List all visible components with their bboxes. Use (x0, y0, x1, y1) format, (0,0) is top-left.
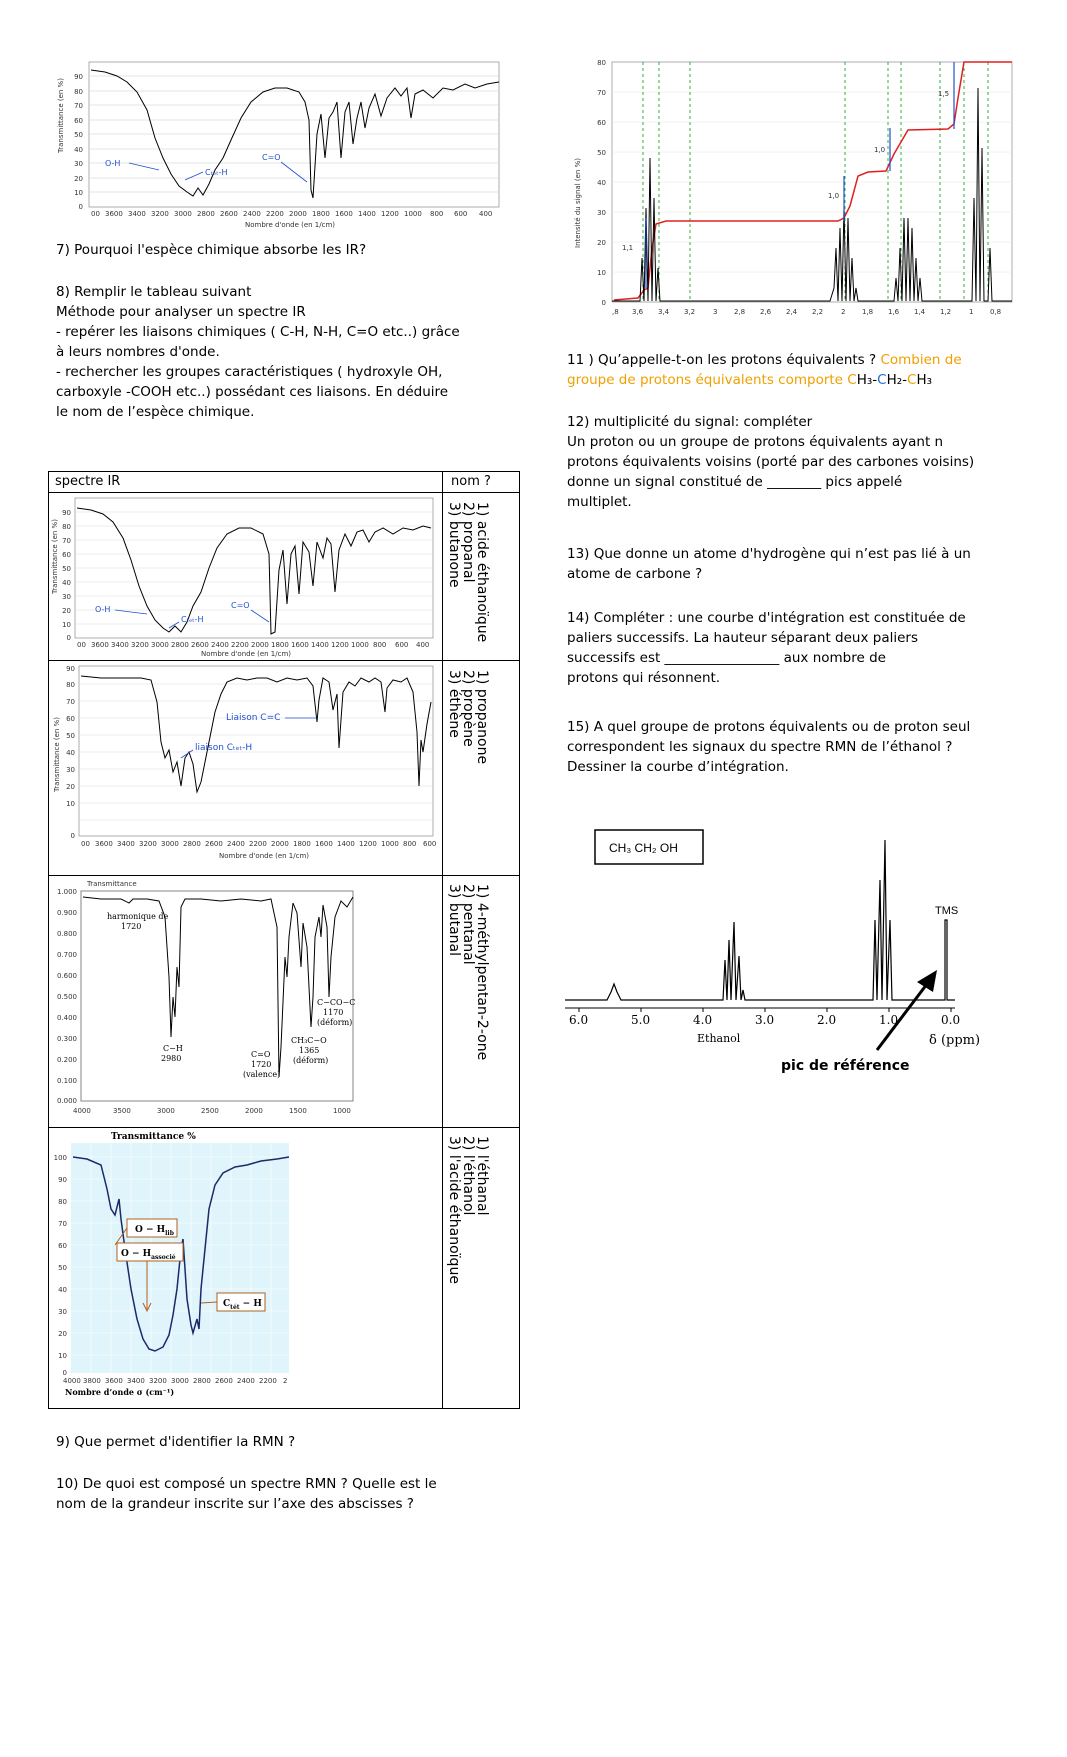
x-tick: 00 (81, 840, 90, 848)
y-tick: 70 (74, 102, 83, 110)
y-tick: 70 (58, 1220, 67, 1228)
reference-peak-label: pic de référence (781, 1058, 910, 1074)
liaison-ch-label: liaison Cₜₑₜ-H (195, 743, 253, 753)
formula-part: H₂ (886, 372, 903, 388)
x-tick: 1000 (381, 840, 399, 848)
integration-label: 1,0 (828, 192, 840, 200)
q12-line: Un proton ou un groupe de protons équivalents ayant n (567, 434, 944, 450)
row1-options: 1) acide éthanoïque 2) propanal 3) butanone (446, 502, 490, 643)
col-header-spectre: spectre IR (55, 474, 121, 489)
y-tick: 10 (62, 621, 71, 629)
x-tick-labels (612, 308, 1001, 316)
q12-line: protons équivalents voisins (porté par des carbones voisins) (567, 454, 975, 470)
oh-lib-subscript: lib (165, 1230, 174, 1237)
q8-line: Méthode pour analyser un spectre IR (56, 304, 306, 320)
y-tick: 0.600 (56, 972, 77, 980)
x-tick: 1600 (291, 641, 309, 649)
rmn-spectrum-ethanol (565, 770, 1005, 1090)
y-tick: 90 (74, 73, 83, 81)
question-9: 9) Que permet d'identifier la RMN ? (56, 1434, 296, 1450)
q11-formula (847, 372, 932, 388)
ir-spectrum-figure-1 (55, 58, 505, 233)
y-tick: 50 (58, 1264, 67, 1272)
x-tick: 2600 (205, 840, 223, 848)
x-tick: 3000 (161, 840, 179, 848)
question-11 (567, 350, 1007, 390)
ethanol-label: Ethanol (697, 1032, 741, 1045)
q13-line: atome de carbone ? (567, 566, 703, 582)
x-tick: 2,8 (734, 308, 746, 316)
x-tick: 1600 (315, 840, 333, 848)
x-tick: 4.0 (693, 1013, 713, 1027)
question-12 (567, 412, 1007, 512)
y-tick: 0.000 (56, 1097, 77, 1105)
x-tick: 2600 (220, 210, 238, 218)
y-tick: 0.900 (56, 909, 77, 917)
q11-highlight: Combien de (880, 352, 962, 368)
y-tick: 20 (58, 1330, 67, 1338)
x-tick: 3200 (139, 840, 157, 848)
x-tick: 2600 (191, 641, 209, 649)
q8-line: à leurs nombres d'onde. (56, 344, 220, 360)
y-tick: 30 (597, 209, 606, 217)
ctet-end: − H (239, 1299, 262, 1309)
ch-value: 2980 (161, 1054, 182, 1063)
x-tick: 3600 (105, 210, 123, 218)
ccoc-note: (déform) (317, 1018, 353, 1027)
y-tick: 70 (62, 537, 71, 545)
x-tick: 2,6 (760, 308, 772, 316)
y-tick: 0.500 (56, 993, 77, 1001)
x-tick: 2,2 (812, 308, 824, 316)
q13-line: 13) Que donne un atome d'hydrogène qui n’est pas lié à un (567, 546, 971, 562)
y-tick: 60 (597, 119, 606, 127)
ir-spectrum-row-2 (51, 662, 439, 872)
x-tick: 3.0 (755, 1013, 775, 1027)
y-tick: 0 (78, 203, 83, 211)
question-10 (56, 1474, 516, 1514)
question-8 (56, 282, 516, 422)
x-tick: 2800 (171, 641, 189, 649)
x-tick: 1800 (271, 641, 289, 649)
y-tick: 70 (597, 89, 606, 97)
harmonique-label: harmonique de (107, 912, 169, 921)
ccoc-label: C−CO−C (317, 998, 356, 1007)
x-tick: 1.0 (879, 1013, 899, 1027)
x-tick: 800 (403, 840, 417, 848)
ethanol-formula: CH₃ CH₂ OH (609, 841, 678, 855)
y-tick: 0.700 (56, 951, 77, 959)
oh-lib-label: O − H (135, 1225, 166, 1235)
formula-part: H₃ (916, 372, 933, 388)
x-tick: 3200 (151, 210, 169, 218)
x-tick: 1,6 (888, 308, 900, 316)
formula-part: C (877, 372, 887, 388)
y-tick: 20 (597, 239, 606, 247)
x-tick: 600 (423, 840, 437, 848)
formula-part: C (907, 372, 917, 388)
x-tick: 2800 (197, 210, 215, 218)
q8-line: 8) Remplir le tableau suivant (56, 284, 252, 300)
reference-arrow (877, 970, 937, 1050)
y-tick: 70 (66, 698, 75, 706)
y-tick: 40 (62, 579, 71, 587)
q10-line: nom de la grandeur inscrite sur l’axe des abscisses ? (56, 1496, 414, 1512)
x-tick: 00 (91, 210, 100, 218)
question-14 (567, 608, 1007, 688)
x-tick: 2600 (215, 1377, 233, 1385)
co-label: C=O (231, 601, 250, 610)
x-tick: 2200 (249, 840, 267, 848)
q8-line: carboxyle -COOH etc..) possédant ces liaisons. En déduire (56, 384, 449, 400)
question-13 (567, 544, 1007, 584)
formula-part: C (847, 372, 857, 388)
ch3co-note: (déform) (293, 1056, 329, 1065)
x-tick: 2 (841, 308, 846, 316)
y-tick: 50 (597, 149, 606, 157)
y-tick: 0.200 (56, 1056, 77, 1064)
y-tick: 100 (53, 1154, 67, 1162)
x-tick: 3800 (83, 1377, 101, 1385)
y-tick: 80 (66, 681, 75, 689)
col-header-nom: nom ? (451, 474, 491, 489)
x-tick: 1200 (359, 840, 377, 848)
x-tick: 00 (77, 641, 86, 649)
oh-assoc-subscript: associé (151, 1254, 176, 1261)
row2-options: 1) propanone 2) propène 3) éthène (446, 670, 490, 765)
co-label: C=O (251, 1050, 271, 1059)
q15-line: correspondent les signaux du spectre RMN de l’éthanol ? (567, 739, 953, 755)
x-tick: 2800 (183, 840, 201, 848)
ir-spectrum-row-3 (51, 877, 439, 1123)
x-tick: 1 (969, 308, 974, 316)
row3-options: 1) 4-méthylpentan-2-one 2) pentanal 3) butanal (446, 884, 490, 1061)
x-tick: 1000 (404, 210, 422, 218)
y-axis-label: Transmittance (en %) (53, 717, 61, 792)
x-tick: 2000 (251, 641, 269, 649)
x-tick: 6.0 (569, 1013, 589, 1027)
q14-line: 14) Compléter : une courbe d'intégration est constituée de (567, 610, 966, 626)
q12-line: 12) multiplicité du signal: compléter (567, 414, 813, 430)
y-tick: 30 (66, 766, 75, 774)
x-tick: 1800 (293, 840, 311, 848)
y-tick: 90 (58, 1176, 67, 1184)
q11-text: 11 ) Qu’appelle-t-on les protons équivalents ? (567, 352, 881, 368)
y-tick: 40 (597, 179, 606, 187)
x-tick: 400 (479, 210, 493, 218)
y-tick: 60 (66, 715, 75, 723)
delta-ppm-label: δ (ppm) (929, 1033, 981, 1048)
y-tick: 30 (74, 160, 83, 168)
q14-line: protons qui résonnent. (567, 670, 721, 686)
x-tick: 2500 (201, 1107, 219, 1115)
q14-line: successifs est _________________ aux nombre de (567, 650, 886, 666)
x-tick: 4000 (73, 1107, 91, 1115)
x-tick: 1000 (351, 641, 369, 649)
ch-label: C−H (163, 1044, 183, 1053)
x-tick: 1800 (312, 210, 330, 218)
y-tick: 0.300 (56, 1035, 77, 1043)
q8-line: - rechercher les groupes caractéristiques ( hydroxyle OH, (56, 364, 443, 380)
x-axis-label: Nombre d’onde σ (cm⁻¹) (65, 1387, 175, 1397)
x-tick: 400 (416, 641, 430, 649)
y-tick: 30 (62, 593, 71, 601)
x-tick: 2000 (271, 840, 289, 848)
y-axis-label: Transmittance (en %) (57, 78, 65, 153)
x-tick: 2.0 (817, 1013, 837, 1027)
x-tick: 3600 (105, 1377, 123, 1385)
x-tick: 3200 (149, 1377, 167, 1385)
x-tick: 3000 (157, 1107, 175, 1115)
question-15 (567, 717, 1007, 777)
x-tick: 1400 (337, 840, 355, 848)
co-note: (valence) (243, 1070, 281, 1079)
x-tick: 2000 (289, 210, 307, 218)
y-tick: 50 (66, 732, 75, 740)
y-tick: 30 (58, 1308, 67, 1316)
oh-label: O-H (95, 605, 111, 614)
transmittance-title: Transmittance (87, 880, 137, 888)
x-tick: 600 (454, 210, 468, 218)
x-tick-labels (91, 210, 492, 218)
tms-label: TMS (935, 905, 959, 917)
x-tick: 2200 (259, 1377, 277, 1385)
x-tick: 2000 (245, 1107, 263, 1115)
q12-line: donne un signal constitué de ________ pics appelé (567, 474, 903, 490)
x-tick: 1400 (358, 210, 376, 218)
y-tick: 90 (62, 509, 71, 517)
x-tick: 3,2 (684, 308, 696, 316)
harmonique-value: 1720 (121, 922, 142, 931)
x-tick: 2,4 (786, 308, 798, 316)
x-tick: 2400 (227, 840, 245, 848)
y-tick: 10 (597, 269, 606, 277)
x-tick: 800 (373, 641, 387, 649)
y-tick: 90 (66, 665, 75, 673)
liaison-cc-label: Liaison C=C (226, 713, 281, 723)
x-tick: 0,8 (990, 308, 1002, 316)
y-tick: 10 (66, 800, 75, 808)
q15-line: Dessiner la courbe d’intégration. (567, 759, 789, 775)
y-tick: 50 (62, 565, 71, 573)
integration-label: 1,1 (622, 244, 634, 252)
y-tick: 80 (58, 1198, 67, 1206)
y-axis-label: Transmittance (en %) (51, 519, 59, 594)
integration-label: 1,5 (938, 90, 950, 98)
x-tick: 1000 (333, 1107, 351, 1115)
x-tick: 3600 (91, 641, 109, 649)
co-value: 1720 (251, 1060, 272, 1069)
x-tick: 2200 (266, 210, 284, 218)
y-tick: 20 (74, 175, 83, 183)
y-axis-label: Intensité du signal (en %) (574, 158, 582, 248)
x-tick: 600 (395, 641, 409, 649)
x-tick: 2400 (237, 1377, 255, 1385)
ctet-label: C (223, 1299, 231, 1309)
x-tick: 1600 (335, 210, 353, 218)
y-tick: 0.800 (56, 930, 77, 938)
ir-table (48, 471, 520, 1409)
y-tick: 20 (66, 783, 75, 791)
formula-part: H₃ (856, 372, 873, 388)
x-tick: 1500 (289, 1107, 307, 1115)
q12-line: multiplet. (567, 494, 632, 510)
x-tick: 3 (713, 308, 718, 316)
integration-label: 1,0 (874, 146, 886, 154)
y-tick: 10 (58, 1352, 67, 1360)
x-tick: 3600 (95, 840, 113, 848)
y-tick: 0 (62, 1369, 67, 1377)
ctet-h-label: Cₜₑₜ-H (181, 615, 204, 624)
x-tick: 1400 (311, 641, 329, 649)
y-tick: 10 (74, 189, 83, 197)
question-7: 7) Pourquoi l'espèce chimique absorbe les IR? (56, 242, 367, 258)
y-tick: 1.000 (56, 888, 77, 896)
x-axis-label: Nombre d'onde (en 1/cm) (245, 221, 336, 229)
x-tick: 3400 (117, 840, 135, 848)
y-tick: 40 (58, 1286, 67, 1294)
x-tick: 3000 (174, 210, 192, 218)
y-tick: 60 (58, 1242, 67, 1250)
x-tick: 2800 (193, 1377, 211, 1385)
y-tick: 40 (66, 749, 75, 757)
x-tick: 3400 (128, 210, 146, 218)
x-tick: 1200 (381, 210, 399, 218)
q8-line: le nom de l’espèce chimique. (56, 404, 255, 420)
y-tick: 0 (601, 299, 606, 307)
y-tick: 20 (62, 607, 71, 615)
transmittance-title: Transmittance % (111, 1132, 196, 1142)
x-tick: 3200 (131, 641, 149, 649)
row4-options: 1) l'éthanal 2) l'éthanol 3) l'acide éthanoïque (446, 1136, 490, 1284)
formula-part: - (902, 372, 908, 388)
x-tick: 3,6 (632, 308, 644, 316)
formula-part: - (872, 372, 878, 388)
x-tick: 2400 (243, 210, 261, 218)
y-tick: 0 (70, 832, 75, 840)
x-tick: 2200 (231, 641, 249, 649)
x-tick: 3400 (127, 1377, 145, 1385)
x-tick: 3000 (151, 641, 169, 649)
q11-highlight-2: groupe de protons équivalents comporte (567, 372, 848, 388)
x-tick: 5.0 (631, 1013, 651, 1027)
q15-line: 15) A quel groupe de protons équivalents ou de proton seul (567, 719, 971, 735)
y-tick: 80 (74, 88, 83, 96)
oh-label: O-H (105, 159, 121, 168)
ir-spectrum-row-4 (51, 1129, 439, 1405)
x-axis-label: Nombre d'onde (en 1/cm) (201, 650, 292, 658)
oh-assoc-label: O − H (121, 1249, 152, 1259)
x-tick: 2400 (211, 641, 229, 649)
x-tick: 3400 (111, 641, 129, 649)
ir-spectrum-row-1 (51, 494, 439, 658)
x-tick: 2 (283, 1377, 288, 1385)
x-tick: 0.0 (941, 1013, 961, 1027)
y-tick: 80 (597, 59, 606, 67)
y-tick: 60 (62, 551, 71, 559)
x-tick: 1200 (331, 641, 349, 649)
ch3co-value: 1365 (299, 1046, 320, 1055)
y-tick: 60 (74, 117, 83, 125)
q10-line: 10) De quoi est composé un spectre RMN ? Quelle est le (56, 1476, 437, 1492)
x-tick: 3500 (113, 1107, 131, 1115)
x-tick: 1,4 (914, 308, 926, 316)
x-tick: 3000 (171, 1377, 189, 1385)
x-tick: 1,8 (862, 308, 874, 316)
x-tick: 4000 (63, 1377, 81, 1385)
rmn-spectrum-propane (568, 58, 1018, 320)
x-tick: 800 (430, 210, 444, 218)
x-tick: ,8 (612, 308, 619, 316)
ccoc-value: 1170 (323, 1008, 344, 1017)
ch3co-label: CH₃C−O (291, 1036, 327, 1045)
co-label: C=O (262, 153, 281, 162)
y-tick: 0.400 (56, 1014, 77, 1022)
y-tick: 0.100 (56, 1077, 77, 1085)
x-tick: 3,4 (658, 308, 670, 316)
x-tick: 1,2 (940, 308, 952, 316)
q8-line: - repérer les liaisons chimiques ( C-H, N-H, C=O etc..) grâce (56, 324, 460, 340)
y-tick: 50 (74, 131, 83, 139)
ctet-subscript: tét (230, 1304, 240, 1311)
y-tick-labels (597, 59, 606, 307)
ctet-h-label: Cₜₑₜ-H (205, 168, 228, 177)
y-tick-labels (74, 73, 83, 211)
x-axis-label: Nombre d'onde (en 1/cm) (219, 852, 310, 860)
y-tick: 80 (62, 523, 71, 531)
q14-line: paliers successifs. La hauteur séparant deux paliers (567, 630, 919, 646)
y-tick: 40 (74, 146, 83, 154)
y-tick: 0 (66, 634, 71, 642)
